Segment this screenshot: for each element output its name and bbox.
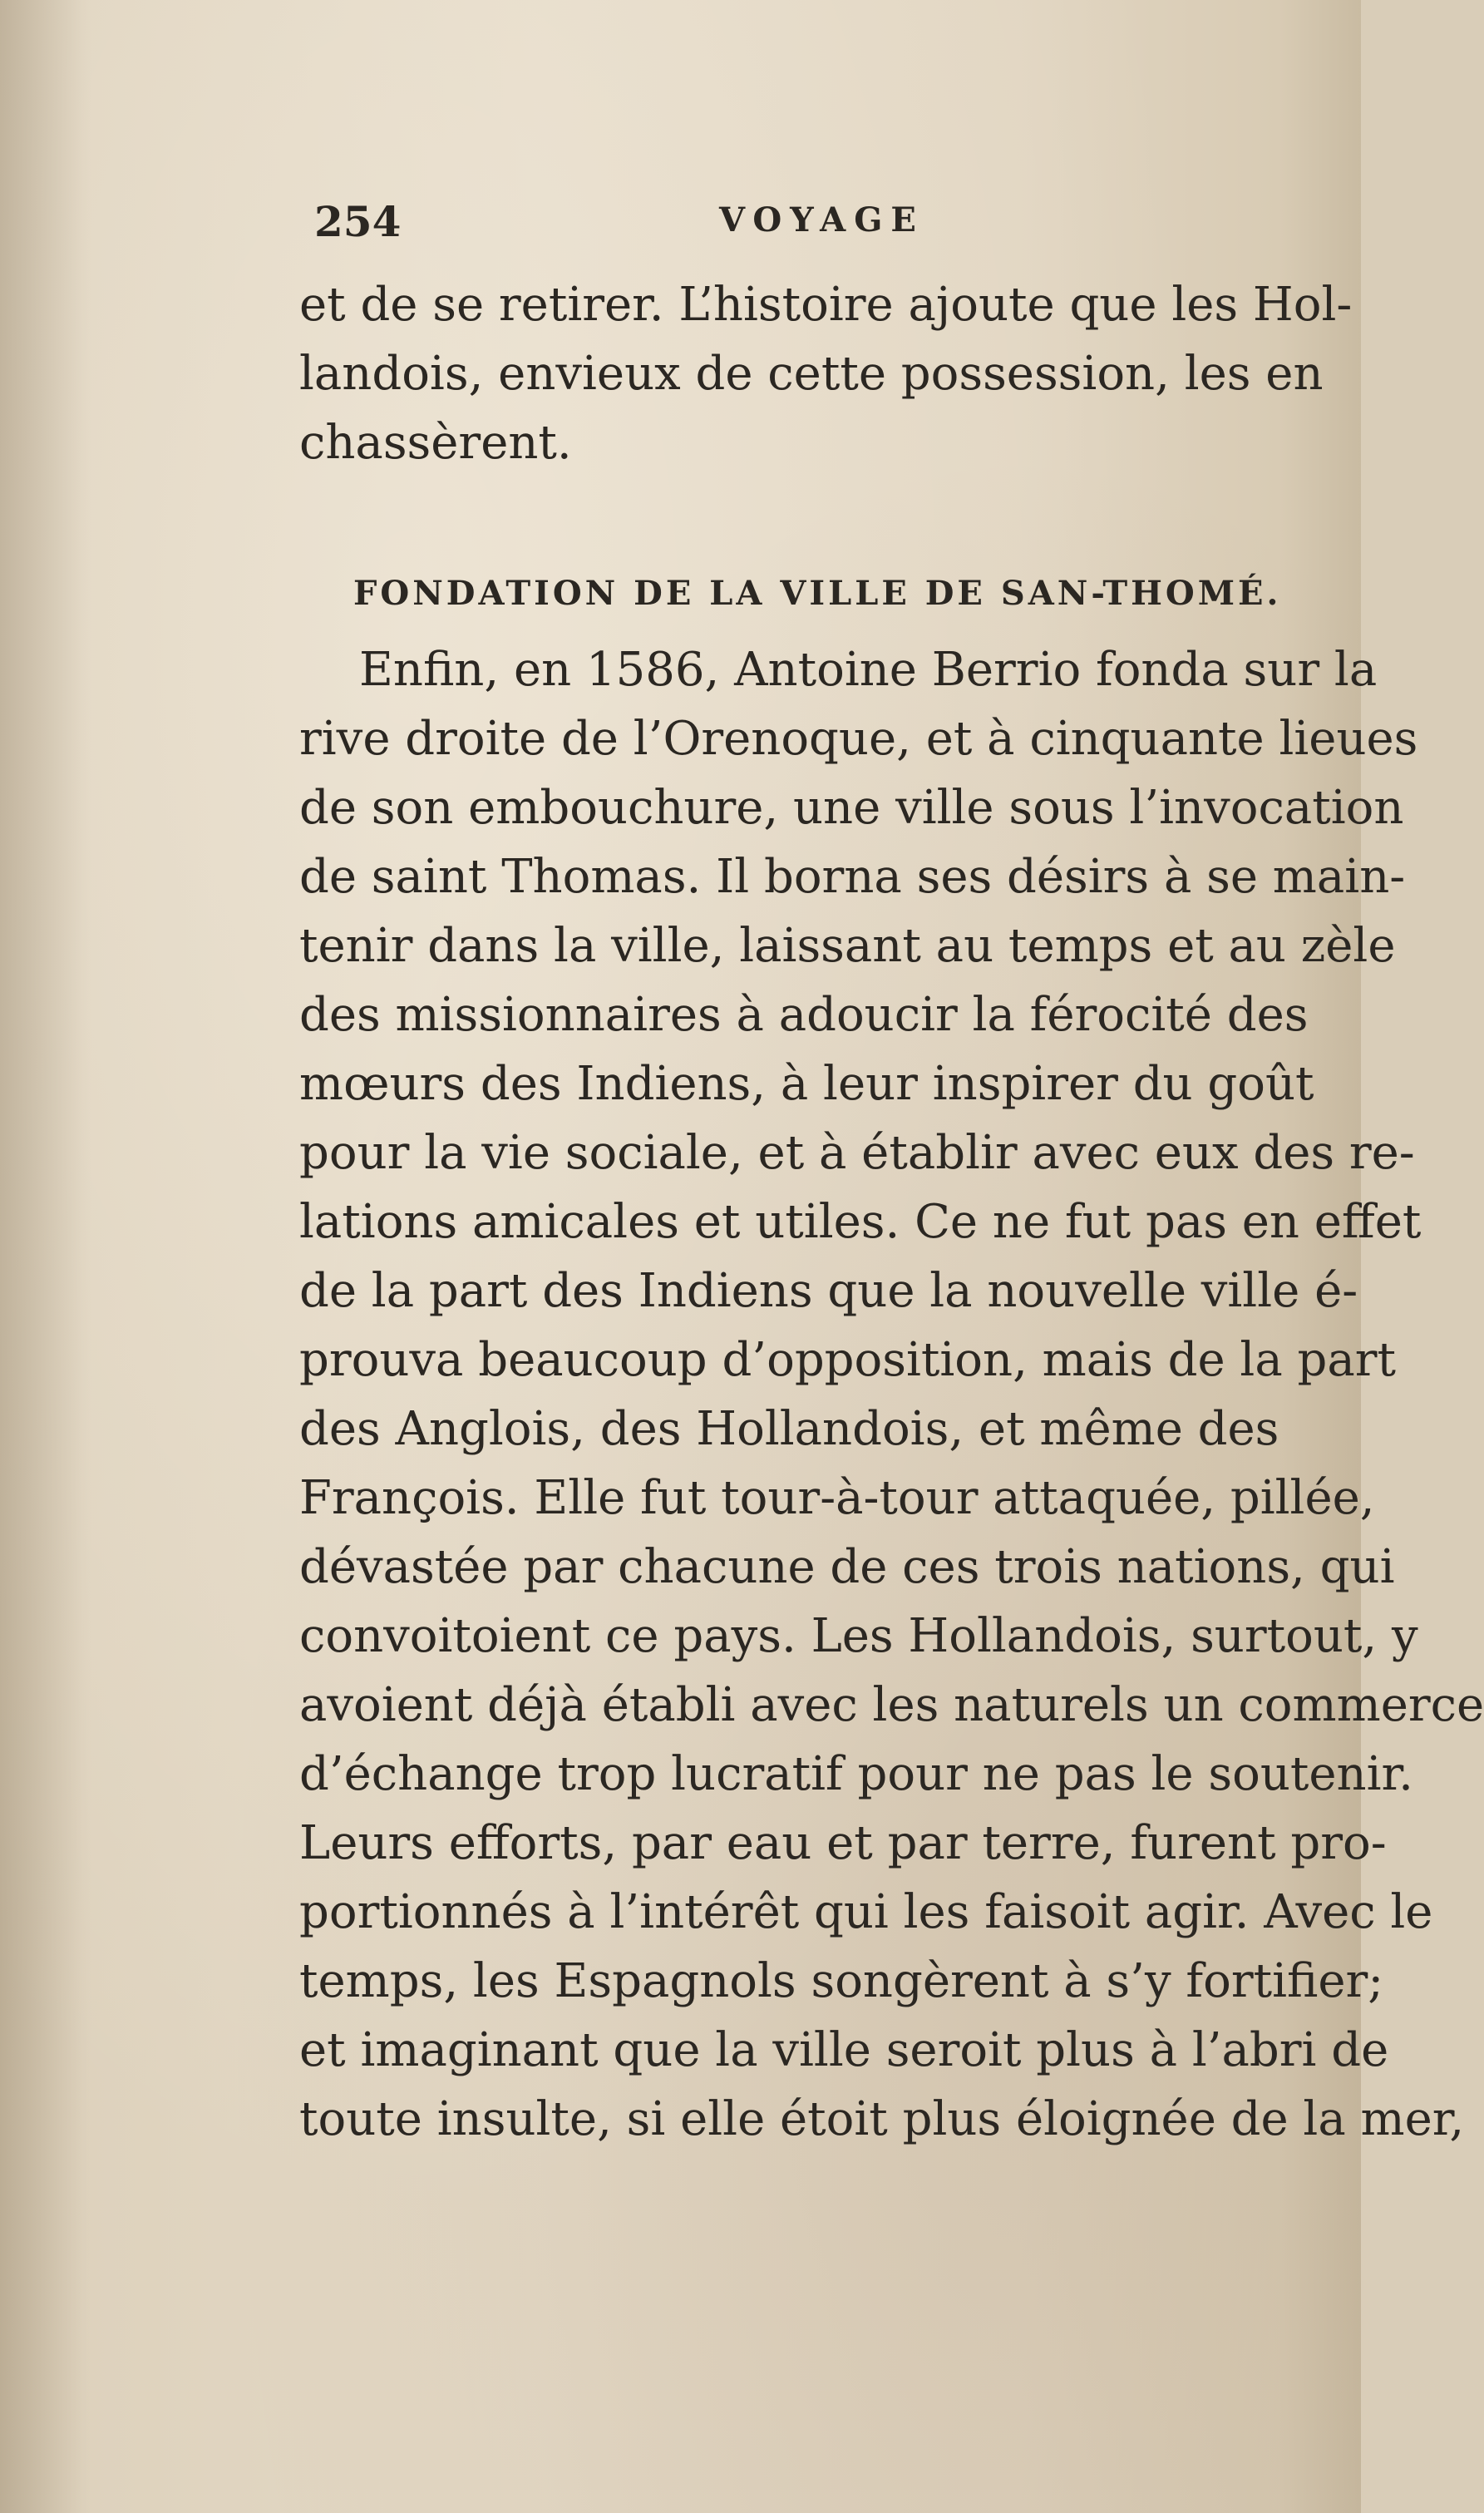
text-line: convoitoient ce pays. Les Hollandois, surtout, y bbox=[299, 1609, 1418, 1663]
text-line: prouva beaucoup d’opposition, mais de la part bbox=[299, 1333, 1397, 1387]
text-line: et de se retirer. L’histoire ajoute que les Hol- bbox=[299, 278, 1353, 332]
page-number: 254 bbox=[314, 197, 402, 246]
text-line: d’échange trop lucratif pour ne pas le soutenir. bbox=[299, 1747, 1413, 1801]
text-line: chassèrent. bbox=[299, 416, 572, 470]
section-paragraph bbox=[299, 635, 1484, 2154]
text-line: pour la vie sociale, et à établir avec eux des re- bbox=[299, 1126, 1415, 1180]
running-title: VOYAGE bbox=[719, 200, 924, 239]
text-line: toute insulte, si elle étoit plus éloignée de la mer, bbox=[299, 2092, 1465, 2146]
text-line: François. Elle fut tour-à-tour attaquée, pillée, bbox=[299, 1471, 1375, 1525]
running-head bbox=[299, 179, 1355, 270]
text-line: landois, envieux de cette possession, les en bbox=[299, 347, 1324, 401]
text-line: Enfin, en 1586, Antoine Berrio fonda sur la bbox=[359, 643, 1378, 697]
text-line: mœurs des Indiens, à leur inspirer du goût bbox=[299, 1057, 1314, 1111]
text-line: temps, les Espagnols songèrent à s’y fortifier; bbox=[299, 1954, 1384, 2008]
text-line: et imaginant que la ville seroit plus à l’abri de bbox=[299, 2023, 1389, 2077]
text-line: de la part des Indiens que la nouvelle ville é- bbox=[299, 1264, 1358, 1318]
text-line: dévastée par chacune de ces trois nations, qui bbox=[299, 1540, 1395, 1594]
text-line: portionnés à l’intérêt qui les faisoit agir. Avec le bbox=[299, 1885, 1433, 1939]
gutter-shadow bbox=[0, 0, 91, 2513]
text-line: des Anglois, des Hollandois, et même des bbox=[299, 1402, 1279, 1456]
opening-paragraph bbox=[299, 270, 1355, 477]
text-line: tenir dans la ville, laissant au temps et au zèle bbox=[299, 919, 1396, 973]
text-line: lations amicales et utiles. Ce ne fut pas en effet bbox=[299, 1195, 1422, 1249]
text-line: Leurs efforts, par eau et par terre, furent pro- bbox=[299, 1816, 1387, 1870]
text-block bbox=[299, 179, 1484, 2154]
section-heading: FONDATION DE LA VILLE DE SAN-THOMÉ. bbox=[353, 574, 1282, 613]
text-line: rive droite de l’Orenoque, et à cinquante lieues bbox=[299, 712, 1418, 766]
text-line: avoient déjà établi avec les naturels un commerce bbox=[299, 1678, 1484, 1732]
text-line: de saint Thomas. Il borna ses désirs à se main- bbox=[299, 850, 1406, 904]
text-line: de son embouchure, une ville sous l’invocation bbox=[299, 781, 1404, 835]
text-line: des missionnaires à adoucir la férocité des bbox=[299, 988, 1309, 1042]
section-spacer bbox=[299, 477, 1355, 552]
